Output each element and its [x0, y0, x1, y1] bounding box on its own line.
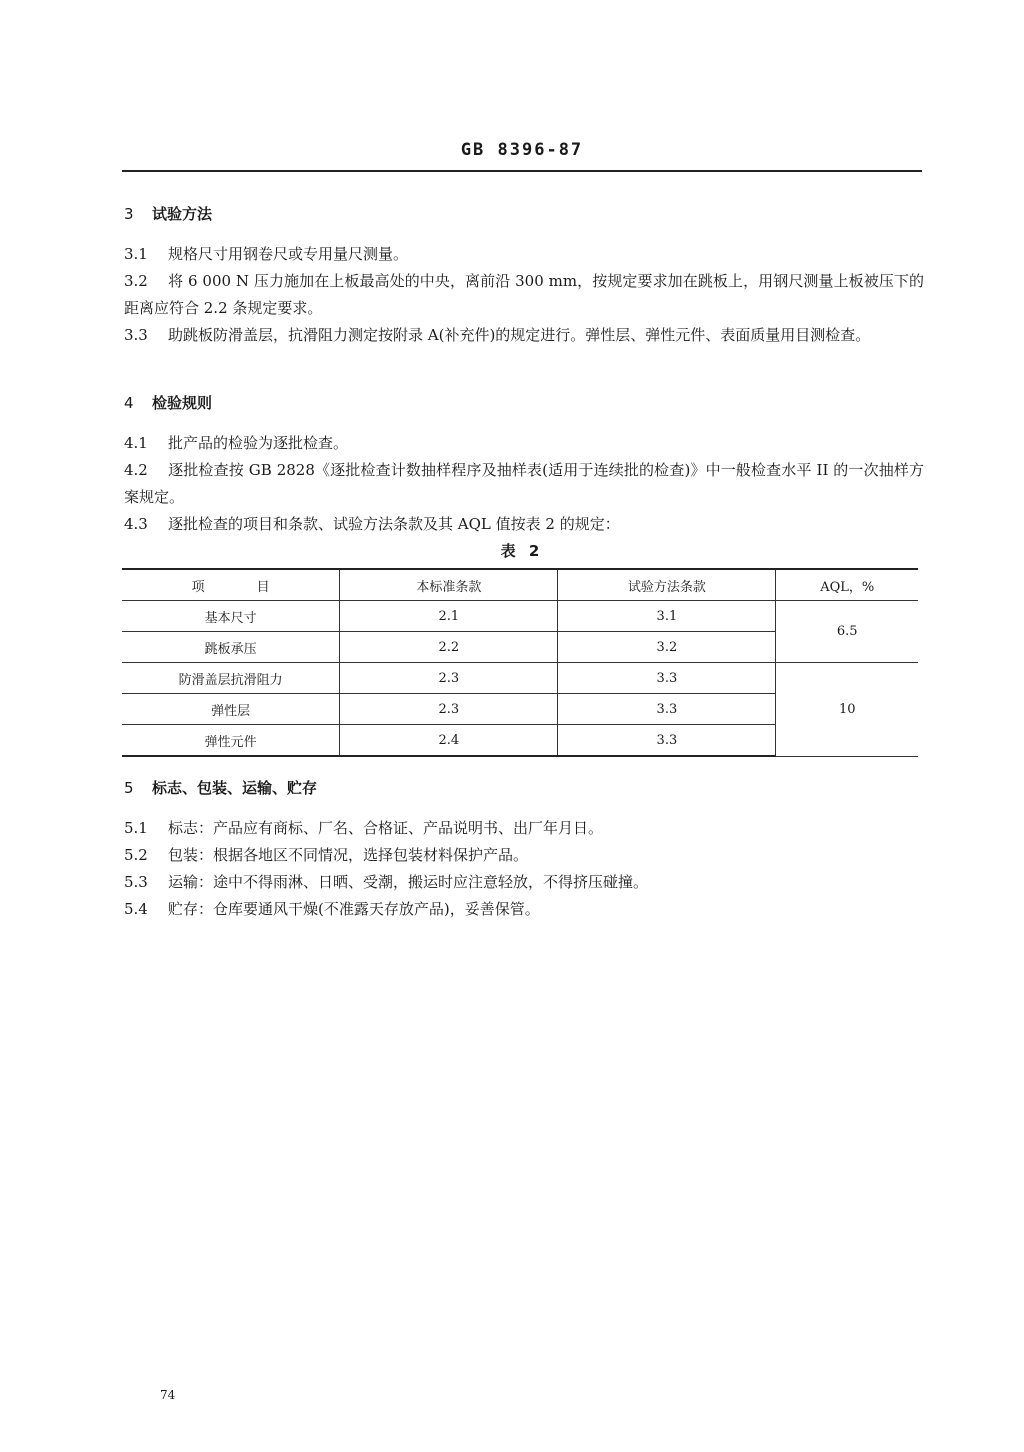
clause-3-2 — [124, 268, 924, 322]
clause-text: 包装：根据各地区不同情况，选择包装材料保护产品。 — [168, 846, 529, 864]
page-number: 74 — [160, 1388, 176, 1402]
section-4-heading — [124, 392, 212, 413]
cell-aql: 6.5 — [776, 601, 918, 663]
clause-number: 3.2 — [124, 272, 148, 290]
clause-text: 逐批检查按 GB 2828《逐批检查计数抽样程序及抽样表(适用于连续批的检查)》中一般检查水平 II 的一次抽样方案规定。 — [124, 461, 924, 506]
col-header-test-method: 试验方法条款 — [558, 569, 776, 601]
cell-clause: 2.3 — [340, 663, 558, 694]
section-5-number: 5 — [124, 779, 134, 797]
section-3-title: 试验方法 — [152, 205, 213, 223]
clause-number: 3.3 — [124, 326, 148, 344]
cell-clause: 2.2 — [340, 632, 558, 663]
clause-3-1 — [124, 241, 924, 268]
table-row — [122, 663, 918, 694]
section-3-number: 3 — [124, 205, 134, 223]
clause-number: 4.2 — [124, 461, 148, 479]
section-4-number: 4 — [124, 394, 134, 412]
cell-test-method: 3.1 — [558, 601, 776, 632]
clause-4-3 — [124, 511, 924, 538]
clause-number: 4.1 — [124, 434, 148, 452]
section-3-heading — [124, 203, 212, 224]
clause-number: 5.1 — [124, 819, 148, 837]
clause-4-2 — [124, 457, 924, 511]
cell-item: 跳板承压 — [122, 632, 340, 663]
table-2 — [122, 568, 918, 757]
cell-test-method: 3.2 — [558, 632, 776, 663]
cell-clause: 2.4 — [340, 725, 558, 757]
standard-code-header: GB 8396-87 — [460, 140, 584, 160]
clause-5-1 — [124, 815, 924, 842]
section-5-title: 标志、包装、运输、贮存 — [152, 779, 318, 797]
clause-text: 将 6 000 N 压力施加在上板最高处的中央，离前沿 300 mm，按规定要求加在跳板上，用钢尺测量上板被压下的距离应符合 2.2 条规定要求。 — [124, 272, 924, 317]
clause-4-1 — [124, 430, 924, 457]
cell-test-method: 3.3 — [558, 725, 776, 757]
col-header-aql: AQL，% — [776, 569, 918, 601]
cell-clause: 2.3 — [340, 694, 558, 725]
section-4-title: 检验规则 — [152, 394, 213, 412]
table-caption: 表 2 — [500, 542, 544, 560]
header-rule — [122, 170, 922, 172]
cell-aql: 10 — [776, 663, 918, 757]
clause-text: 标志：产品应有商标、厂名、合格证、产品说明书、出厂年月日。 — [168, 819, 604, 837]
cell-test-method: 3.3 — [558, 694, 776, 725]
cell-item: 防滑盖层抗滑阻力 — [122, 663, 340, 694]
clause-number: 3.1 — [124, 245, 148, 263]
section-5-heading — [124, 777, 317, 798]
clause-text: 规格尺寸用钢卷尺或专用量尺测量。 — [168, 245, 409, 263]
clause-text: 运输：途中不得雨淋、日晒、受潮，搬运时应注意轻放，不得挤压碰撞。 — [168, 873, 649, 891]
clause-5-3 — [124, 869, 924, 896]
clause-text: 贮存：仓库要通风干燥(不准露天存放产品)，妥善保管。 — [168, 900, 540, 918]
cell-item: 弹性层 — [122, 694, 340, 725]
clause-5-4 — [124, 896, 924, 923]
col-header-clause: 本标准条款 — [340, 569, 558, 601]
clause-number: 4.3 — [124, 515, 148, 533]
clause-3-3 — [124, 322, 924, 349]
col-header-item: 项 目 — [122, 569, 340, 601]
clause-text: 逐批检查的项目和条款、试验方法条款及其 AQL 值按表 2 的规定： — [168, 515, 620, 533]
clause-5-2 — [124, 842, 924, 869]
cell-item: 基本尺寸 — [122, 601, 340, 632]
clause-number: 5.3 — [124, 873, 148, 891]
cell-test-method: 3.3 — [558, 663, 776, 694]
clause-number: 5.2 — [124, 846, 148, 864]
table-row — [122, 601, 918, 632]
cell-item: 弹性元件 — [122, 725, 340, 757]
clause-text: 助跳板防滑盖层，抗滑阻力测定按附录 A(补充件)的规定进行。弹性层、弹性元件、表面质量用目测检查。 — [168, 326, 871, 344]
table-header-row — [122, 569, 918, 601]
cell-clause: 2.1 — [340, 601, 558, 632]
clause-number: 5.4 — [124, 900, 148, 918]
clause-text: 批产品的检验为逐批检查。 — [168, 434, 349, 452]
